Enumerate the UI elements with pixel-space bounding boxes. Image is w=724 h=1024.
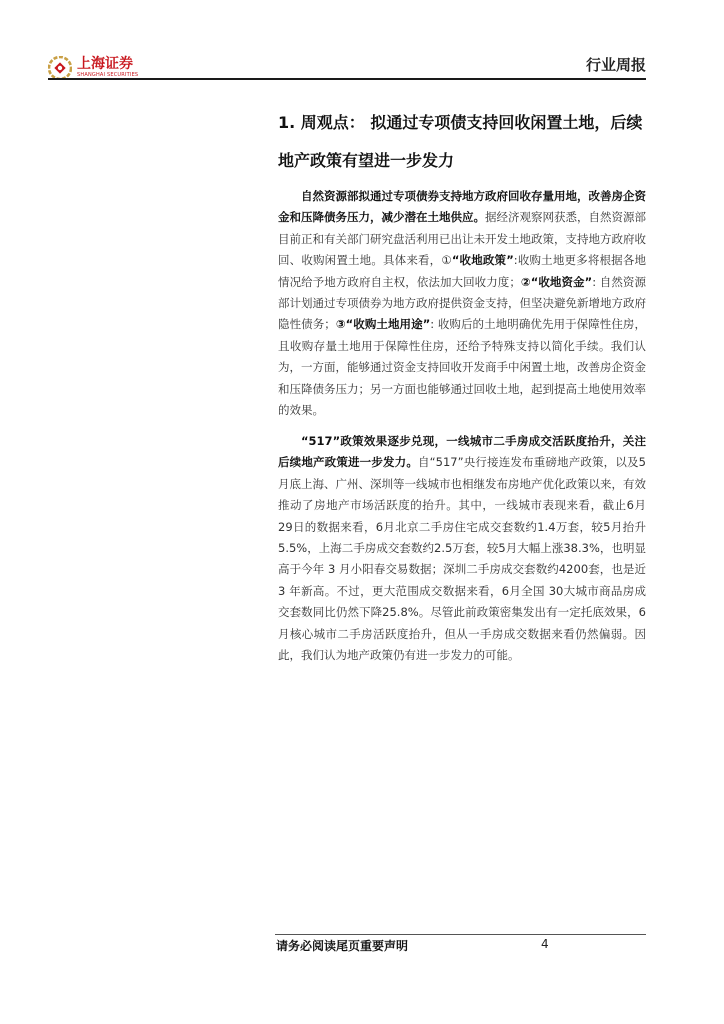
paragraph-text: 自“517”央行接连发布重磅地产政策，以及5月底上海、广州、深圳等一线城市也相继发布房地产优化政策以来，有效推动了房地产市场活跃度的抬升。其中，一线城市表现来看，截止6月 29日的数据来看，6月北京二手房住宅成交套数约1.4万套，较5月抬升5.5%，上海二手房成交套数约2.5万套，较5月大幅上涨38.3%，也明显高于今年 3 月小阳春交易数据；深圳二手房成交套数约4200套，也是近 3 年新高。不过，更大范围成交数据来看，6月全国 30大城市商品房成交套数同比仍然下降25.8%。尽管此前政策密集发出有一定托底效果，6月核心城市二手房活跃度抬升，但从一手房成交数据来看仍然偏弱。因此，我们认为地产政策仍有进一步发力的可能。	[278, 455, 647, 663]
highlight-term: “收地政策”	[451, 253, 514, 268]
logo-chinese-name: 上海证券	[77, 56, 133, 72]
highlight-term: ③“收购土地用途”	[335, 317, 431, 332]
header-divider	[48, 78, 646, 80]
section-title: 1. 周观点： 拟通过专项债支持回收闲置土地，后续地产政策有望进一步发力	[278, 113, 643, 170]
page-number: 4	[541, 937, 549, 951]
footer-disclaimer: 请务必阅读尾页重要声明	[276, 939, 409, 953]
paragraph-text: 据经济观察网获悉，自然资源部目前正和有关部门研究盘活利用已出让未开发土地政策，支持地方政府收回、收购闲置土地。具体来看，①	[278, 210, 646, 268]
paragraph-text: : 自然资源部计划通过专项债券为地方政府提供资金支持，但坚决避免新增地方政府隐性债务；	[278, 274, 647, 332]
paragraph-text: :收购土地更多将根据各地情况给予地方政府自主权，依法加大回收力度；	[278, 253, 646, 289]
footer-divider	[275, 934, 646, 935]
shanghai-securities-logo-icon	[48, 56, 72, 80]
paragraph-market-data	[278, 431, 646, 666]
highlight-term: ②“收地资金”	[520, 274, 593, 289]
paragraph-lead: “517”政策效果逐步兑现，一线城市二手房成交活跃度抬升，关注后续地产政策进一步发力。	[278, 434, 646, 470]
report-type-label: 行业周报	[585, 56, 646, 74]
page-header	[0, 0, 724, 80]
paragraph-land-policy	[278, 186, 646, 421]
paragraph-lead: 自然资源部拟通过专项债券支持地方政府回收存量用地，改善房企资金和压降债务压力，减少潜在土地供应。	[278, 189, 646, 225]
paragraph-text: : 收购后的土地明确优先用于保障性住房，且收购存量土地用于保障性住房，还给予特殊支持以简化手续。我们认为，一方面，能够通过资金支持回收开发商手中闲置土地，改善房企资金和压降债务压力；另一方面也能够通过回收土地，起到提高土地使用效率的效果。	[278, 317, 647, 418]
company-logo	[48, 56, 148, 80]
logo-english-name: SHANGHAI SECURITIES	[77, 72, 139, 78]
